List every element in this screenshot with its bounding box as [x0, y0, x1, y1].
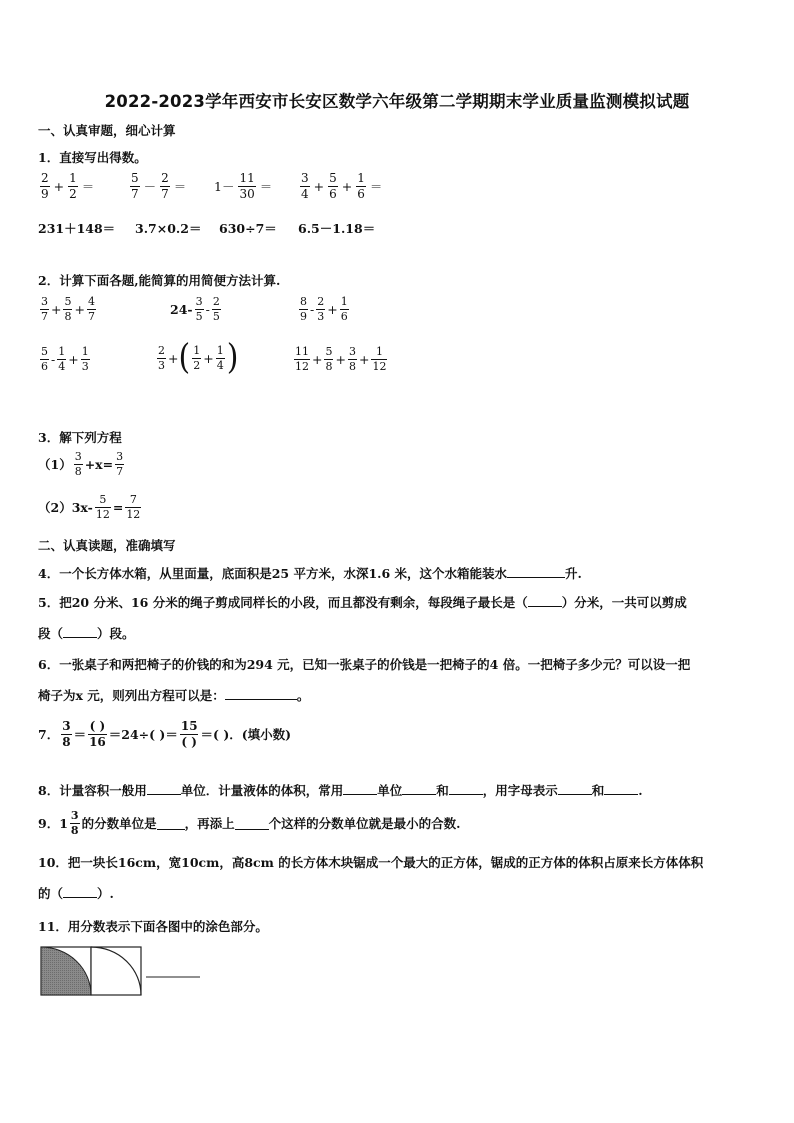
question-10: 10．把一块长16cm，宽10cm，高8cm 的长方体木块锯成一个最大的正方体，锯成的正方体的体积占原来长方体体积 的（ ）.	[38, 855, 704, 901]
q11-shaded-figure	[40, 946, 205, 1001]
fraction: $\frac{7}{12}$	[126, 493, 141, 521]
fraction: $\frac{5}{8}$	[64, 295, 72, 323]
answer-blank	[528, 594, 562, 607]
fraction: $\frac{8}{9}$	[300, 295, 307, 323]
answer-blank	[507, 565, 565, 578]
answer-blank	[343, 782, 377, 795]
fraction: $\frac{( )}{16}$	[89, 719, 106, 749]
fraction: $\frac{3}{4}$	[301, 171, 309, 201]
answer-blank	[402, 782, 436, 795]
fraction: $\frac{2}{3}$	[158, 343, 165, 372]
fraction: $\frac{5}{12}$	[95, 493, 110, 521]
fraction: $\frac{1}{4}$	[58, 345, 66, 373]
q2-expression-3: $\frac{8}{9}$ - $\frac{2}{3}$ + $\frac{1}{6}$	[300, 295, 348, 323]
q1-calc-2: 3.7×0.2＝	[135, 221, 202, 236]
fraction: $\frac{1}{4}$	[216, 343, 224, 372]
fraction: $\frac{3}{8}$	[62, 719, 71, 749]
fraction: $\frac{11}{30}$	[239, 171, 255, 201]
section-1-heading: 一、认真审题，细心计算	[38, 123, 176, 138]
fraction: $\frac{5}{6}$	[329, 171, 337, 201]
q1-calc-4: 6.5－1.18＝	[298, 221, 376, 236]
fraction: $\frac{5}{6}$	[41, 345, 48, 373]
q1-calc-3: 630÷7＝	[219, 221, 277, 236]
q1-expression-1: $\frac{2}{9}$ + $\frac{1}{2}$ ＝	[41, 171, 95, 201]
fraction: $\frac{1}{12}$	[372, 345, 387, 373]
answer-blank	[558, 782, 592, 795]
fraction: $\frac{3}{5}$	[195, 295, 203, 323]
q3-equation-1: （1） $\frac{3}{8}$ +x= $\frac{3}{7}$	[38, 450, 124, 478]
answer-blank	[449, 782, 483, 795]
q1-calc-1: 231＋148＝	[38, 221, 116, 236]
question-5: 5．把20 分米、16 分米的绳子剪成同样长的小段，而且都没有剩余，每段绳子最长是（ ）分米，一共可以剪成 段（ ）段。	[38, 595, 687, 641]
fraction: $\frac{3}{8}$	[70, 809, 79, 837]
question-8: 8．计量容积一般用 单位．计量液体的体积，常用 单位 和 ，用字母表示 和 .	[38, 783, 643, 798]
answer-blank	[235, 817, 269, 830]
page-title: 2022-2023学年西安市长安区数学六年级第二学期期末学业质量监测模拟试题	[104, 92, 690, 111]
fraction: $\frac{2}{5}$	[212, 295, 220, 323]
q2-expression-6: $\frac{11}{12}$ + $\frac{5}{8}$ + $\frac{3}{8}$ + $\frac{1}{12}$	[295, 345, 387, 373]
question-11-label: 11．用分数表示下面各图中的涂色部分。	[38, 919, 268, 934]
fraction: $\frac{1}{6}$	[357, 171, 365, 201]
answer-blank	[147, 782, 181, 795]
question-9: 9．1 $\frac{3}{8}$ 的分数单位是 ，再添上 个这样的分数单位就是最小的合数.	[38, 809, 461, 837]
fraction: $\frac{3}{8}$	[74, 450, 82, 478]
question-6: 6．一张桌子和两把椅子的价钱的和为294 元，已知一张桌子的价钱是一把椅子的4 倍。一把椅子多少元？可以设一把 椅子为x 元，则列出方程可以是： 。	[38, 657, 691, 703]
fraction: $\frac{5}{7}$	[131, 171, 139, 201]
q2-expression-2: 24- $\frac{3}{5}$ - $\frac{2}{5}$	[170, 295, 220, 323]
fraction: $\frac{15}{( )}$	[180, 719, 198, 749]
fraction: $\frac{3}{7}$	[41, 295, 48, 323]
fraction: $\frac{2}{9}$	[41, 171, 49, 201]
q2-expression-5: $\frac{2}{3}$ + ( $\frac{1}{2}$ + $\frac{1}{4}$ )	[158, 337, 239, 378]
answer-blank	[225, 687, 297, 700]
question-4: 4．一个长方体水箱，从里面量，底面积是25 平方米，水深1.6 米，这个水箱能装水 升.	[38, 566, 582, 581]
q1-expression-3: 1－ $\frac{11}{30}$ ＝	[214, 171, 273, 201]
quarter-circle-figure	[40, 946, 205, 998]
section-2-heading: 二、认真读题，准确填写	[38, 538, 176, 553]
fraction: $\frac{3}{7}$	[116, 450, 124, 478]
q3-equation-2: （2）3x- $\frac{5}{12}$ = $\frac{7}{12}$	[38, 493, 141, 521]
answer-blank	[63, 625, 97, 638]
fraction: $\frac{3}{8}$	[348, 345, 356, 373]
fraction: $\frac{2}{7}$	[161, 171, 169, 201]
question-1-label: 1．直接写出得数。	[38, 150, 147, 165]
fraction: $\frac{11}{12}$	[295, 345, 309, 373]
question-2-label: 2．计算下面各题,能简算的用简便方法计算.	[38, 273, 281, 288]
fraction: $\frac{1}{2}$	[193, 343, 201, 372]
fraction: $\frac{2}{3}$	[317, 295, 325, 323]
q2-expression-1: $\frac{3}{7}$ + $\frac{5}{8}$ + $\frac{4}{7}$	[41, 295, 95, 323]
fraction: $\frac{1}{2}$	[69, 171, 77, 201]
answer-blank	[157, 817, 185, 830]
question-3-label: 3．解下列方程	[38, 430, 122, 445]
fraction: $\frac{4}{7}$	[87, 295, 95, 323]
question-7: 7． $\frac{3}{8}$ ＝ $\frac{( )}{16}$ ＝24÷( )＝ $\frac{15}{( )}$ ＝( )．(填小数)	[38, 719, 292, 749]
fraction: $\frac{1}{3}$	[81, 345, 89, 373]
fraction: $\frac{5}{8}$	[325, 345, 333, 373]
answer-blank	[63, 885, 97, 898]
fraction: $\frac{1}{6}$	[340, 295, 348, 323]
q2-expression-4: $\frac{5}{6}$ - $\frac{1}{4}$ + $\frac{1}{3}$	[41, 345, 89, 373]
q1-expression-2: $\frac{5}{7}$ － $\frac{2}{7}$ ＝	[131, 171, 187, 201]
q1-expression-4: $\frac{3}{4}$ + $\frac{5}{6}$ + $\frac{1}{6}$ ＝	[301, 171, 383, 201]
answer-blank	[604, 782, 638, 795]
